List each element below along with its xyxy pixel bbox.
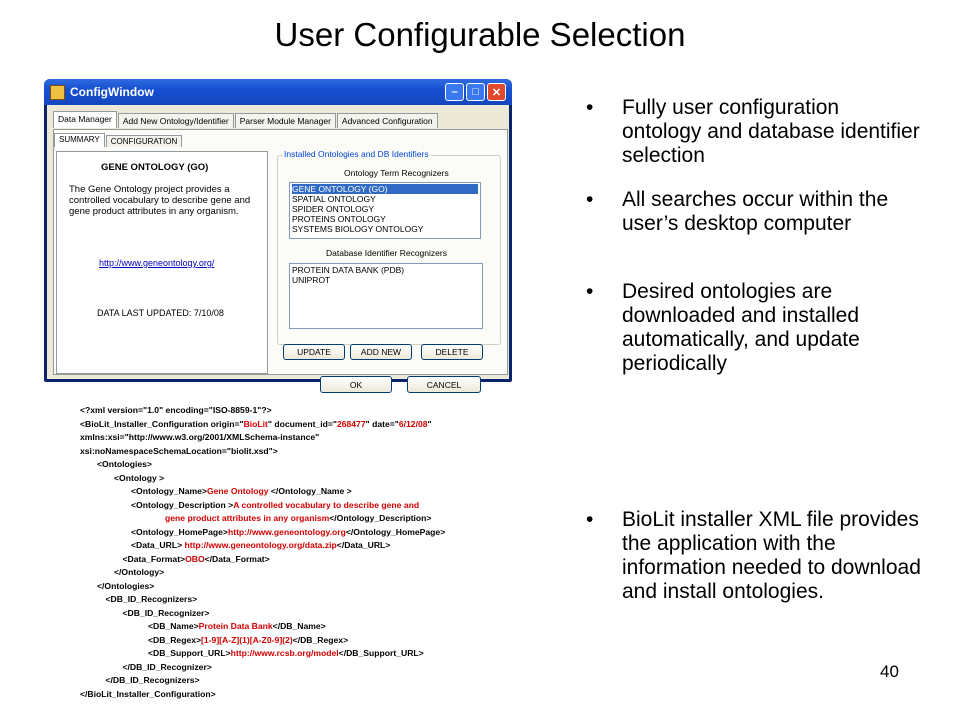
main-tabs xyxy=(53,113,439,128)
bullet-text: Desired ontologies are downloaded and installed automatically, and update periodically xyxy=(622,280,860,375)
xml-line xyxy=(80,472,520,486)
xml-markup: " date=" xyxy=(365,418,399,429)
xml-markup: " xyxy=(427,418,432,429)
xml-value: OBO xyxy=(185,553,205,564)
xml-line xyxy=(80,404,520,418)
term-recognizers-label: Ontology Term Recognizers xyxy=(344,168,449,178)
xml-line xyxy=(80,512,520,526)
xml-value: http://www.geneontology.org xyxy=(227,526,346,537)
xml-code-block xyxy=(80,404,520,704)
xml-line xyxy=(80,661,520,675)
xml-markup: </Ontology_Description> xyxy=(329,513,432,523)
xml-value: gene product attributes in any organism xyxy=(165,513,330,523)
ok-button[interactable]: OK xyxy=(320,376,392,393)
tab-advanced-configuration[interactable]: Advanced Configuration xyxy=(337,113,438,128)
xml-markup: <Ontology_Name> xyxy=(131,486,207,496)
xml-line xyxy=(80,431,520,445)
xml-markup: <Data_URL> xyxy=(131,540,185,550)
db-recognizers-label: Database Identifier Recognizers xyxy=(326,248,447,258)
tab-configuration[interactable]: CONFIGURATION xyxy=(106,135,183,147)
slide-title: User Configurable Selection xyxy=(274,16,686,53)
xml-value: BioLit xyxy=(243,418,268,429)
xml-markup: <DB_ID_Recognizer> xyxy=(122,607,210,618)
xml-value: [1-9][A-Z](1)[A-Z0-9](2) xyxy=(201,634,293,645)
window-titlebar xyxy=(44,79,512,105)
xml-line xyxy=(80,634,520,648)
xml-markup: <Data_Format> xyxy=(122,553,186,564)
xml-line xyxy=(80,674,520,688)
xml-markup: </Ontologies> xyxy=(97,580,155,591)
xml-markup: xsi:noNamespaceSchemaLocation="biolit.xsd"> xyxy=(80,445,278,456)
xml-value: http://www.geneontology.org/data.zip xyxy=(184,540,337,550)
update-button[interactable]: UPDATE xyxy=(283,344,345,360)
xml-markup: </DB_ID_Recognizers> xyxy=(105,675,200,685)
xml-line xyxy=(80,553,520,567)
app-icon xyxy=(50,85,65,100)
list-item[interactable]: UNIPROT xyxy=(292,275,331,285)
xml-line xyxy=(80,688,520,702)
xml-markup: </Data_Format> xyxy=(204,553,270,564)
xml-markup: </DB_ID_Recognizer> xyxy=(122,661,212,672)
xml-line xyxy=(80,485,520,499)
xml-markup: </Data_URL> xyxy=(336,540,391,550)
xml-markup: <Ontology_Description > xyxy=(131,499,234,510)
xml-line xyxy=(80,458,520,472)
tab-parser-module-manager[interactable]: Parser Module Manager xyxy=(235,113,336,128)
xml-markup: <Ontology > xyxy=(114,472,165,483)
bullet-dot: • xyxy=(586,188,594,211)
bullet-item xyxy=(586,188,922,236)
summary-title: GENE ONTOLOGY (GO) xyxy=(101,162,209,173)
xml-markup: xmlns:xsi="http://www.w3.org/2001/XMLSchema-instance" xyxy=(80,432,320,442)
xml-markup: <BioLit_Installer_Configuration origin=" xyxy=(80,418,244,429)
xml-line xyxy=(80,418,520,432)
xml-line xyxy=(80,620,520,634)
list-item[interactable]: PROTEIN DATA BANK (PDB) xyxy=(292,265,405,275)
xml-markup: <DB_ID_Recognizers> xyxy=(105,594,198,604)
xml-markup: " document_id=" xyxy=(267,418,337,429)
xml-value: Protein Data Bank xyxy=(198,621,273,631)
window-client xyxy=(47,105,509,390)
close-icon[interactable]: ✕ xyxy=(487,83,506,101)
db-recognizers-list[interactable] xyxy=(289,263,483,329)
xml-value: http://www.rcsb.org/model xyxy=(230,648,339,658)
xml-line xyxy=(80,445,520,459)
xml-line xyxy=(80,593,520,607)
xml-markup: </Ontology> xyxy=(114,567,165,577)
list-item[interactable]: PROTEINS ONTOLOGY xyxy=(292,214,386,224)
bullet-text: Fully user configuration ontology and database identifier selection xyxy=(622,96,920,167)
xml-value: A controlled vocabulary to describe gene and xyxy=(233,499,420,510)
config-window xyxy=(44,79,512,390)
bullet-text: All searches occur within the user’s desktop computer xyxy=(622,188,889,235)
installed-group-title: Installed Ontologies and DB Identifiers xyxy=(284,149,429,159)
delete-button[interactable]: DELETE xyxy=(421,344,483,360)
maximize-icon[interactable]: □ xyxy=(466,83,485,101)
xml-line xyxy=(80,526,520,540)
bullet-text: BioLit installer XML file provides the application with the information needed to download and install ontologies. xyxy=(622,508,921,603)
xml-markup: </DB_Support_URL> xyxy=(338,648,424,658)
xml-value: 268477 xyxy=(336,418,366,429)
cancel-button[interactable]: CANCEL xyxy=(407,376,481,393)
xml-markup: </DB_Regex> xyxy=(292,634,349,645)
xml-markup: </DB_Name> xyxy=(272,621,326,631)
list-item[interactable]: SYSTEMS BIOLOGY ONTOLOGY xyxy=(292,224,424,234)
minimize-icon[interactable]: – xyxy=(445,83,464,101)
xml-line xyxy=(80,539,520,553)
xml-line xyxy=(80,499,520,513)
xml-markup: <Ontologies> xyxy=(97,459,152,469)
bullet-dot: • xyxy=(586,280,594,303)
xml-value: Gene Ontology xyxy=(206,486,269,496)
xml-value: 6/12/08 xyxy=(398,418,428,429)
bullet-dot: • xyxy=(586,508,594,531)
list-item[interactable]: GENE ONTOLOGY (GO) xyxy=(292,184,478,194)
xml-markup: <DB_Name> xyxy=(148,621,199,631)
term-recognizers-list[interactable] xyxy=(289,182,481,239)
summary-panel xyxy=(56,151,268,374)
xml-markup: </Ontology_HomePage> xyxy=(345,526,446,537)
bullet-item xyxy=(586,96,922,168)
list-item[interactable]: SPATIAL ONTOLOGY xyxy=(292,194,376,204)
bullet-item xyxy=(586,508,922,604)
xml-line xyxy=(80,566,520,580)
xml-markup: <?xml version="1.0" encoding="ISO-8859-1"?> xyxy=(80,405,272,415)
bullet-dot: • xyxy=(586,96,594,119)
xml-line xyxy=(80,607,520,621)
window-title: ConfigWindow xyxy=(70,85,154,99)
xml-markup: <DB_Support_URL> xyxy=(148,648,231,658)
xml-line xyxy=(80,580,520,594)
add-new-button[interactable]: ADD NEW xyxy=(350,344,412,360)
page-number: 40 xyxy=(880,662,899,681)
xml-markup: </BioLit_Installer_Configuration> xyxy=(80,688,216,699)
tab-summary[interactable]: SUMMARY xyxy=(54,133,105,147)
xml-markup: </Ontology_Name > xyxy=(268,486,352,496)
xml-markup: <DB_Regex> xyxy=(148,634,202,645)
xml-line xyxy=(80,647,520,661)
summary-last-updated: DATA LAST UPDATED: 7/10/08 xyxy=(97,308,224,318)
xml-markup: <Ontology_HomePage> xyxy=(131,526,228,537)
summary-link[interactable]: http://www.geneontology.org/ xyxy=(99,258,215,268)
bullet-item xyxy=(586,280,922,376)
tab-data-manager[interactable]: Data Manager xyxy=(53,111,117,128)
tab-add-new-ontology[interactable]: Add New Ontology/Identifier xyxy=(118,113,234,128)
list-item[interactable]: SPIDER ONTOLOGY xyxy=(292,204,375,214)
sub-tabs xyxy=(54,135,183,147)
summary-description: The Gene Ontology project provides a controlled vocabulary to describe gene and gene product attributes in any organism. xyxy=(69,184,251,217)
